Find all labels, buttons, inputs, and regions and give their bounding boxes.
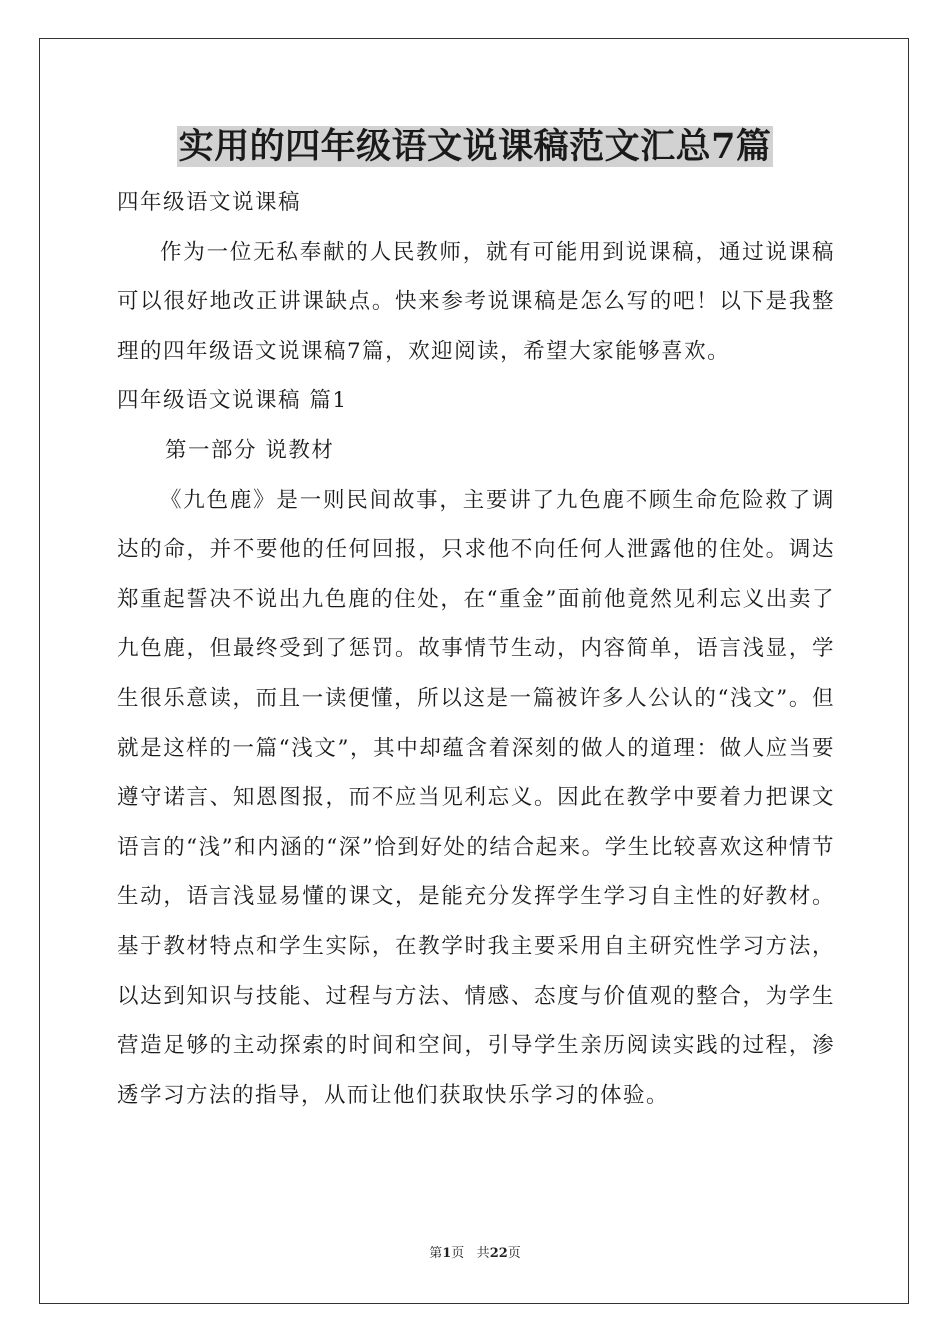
total-suffix: 页 [507, 1246, 521, 1261]
section-title: 四年级语文说课稿 篇1 [117, 388, 348, 414]
total-prefix: 共 [476, 1246, 490, 1261]
page-number: 1 [442, 1246, 452, 1261]
page-prefix: 第 [429, 1246, 443, 1261]
document-title [0, 124, 950, 170]
body-paragraph: 《九色鹿》是一则民间故事，主要讲了九色鹿不顾生命危险救了调达的命，并不要他的任何回报，只求他不向任何人泄露他的住处。调达郑重起誓决不说出九色鹿的住处，在“重金”面前他竟然见利忘义出卖了九色鹿，但最终受到了惩罚。故事情节生动，内容简单，语言浅显，学生很乐意读，而且一读便懂，所以这是一篇被许多人公认的“浅文”。但就是这样的一篇“浅文”，其中却蕴含着深刻的做人的道理：做人应当要遵守诺言、知恩图报，而不应当见利忘义。因此在教学中要着力把课文语言的“浅”和内涵的“深”恰到好处的结合起来。学生比较喜欢这种情节生动，语言浅显易懂的课文，是能充分发挥学生学习自主性的好教材。基于教材特点和学生实际，在教学时我主要采用自主研究性学习方法，以达到知识与技能、过程与方法、情感、态度与价值观的整合，为学生营造足够的主动探索的时间和空间，引导学生亲历阅读实践的过程，渗透学习方法的指导，从而让他们获取快乐学习的体验。 [117, 487, 835, 1108]
part-title: 第一部分 说教材 [165, 437, 335, 463]
document-title-text: 实用的四年级语文说课稿范文汇总7篇 [178, 126, 772, 167]
page-footer [0, 1245, 950, 1263]
document-heading: 四年级语文说课稿 [117, 190, 302, 215]
document-body [117, 178, 835, 1120]
intro-paragraph: 作为一位无私奉献的人民教师，就有可能用到说课稿，通过说课稿可以很好地改正讲课缺点。快来参考说课稿是怎么写的吧！以下是我整理的四年级语文说课稿7篇，欢迎阅读，希望大家能够喜欢。 [117, 239, 835, 364]
page-suffix: 页 [451, 1246, 465, 1261]
total-pages: 22 [489, 1246, 508, 1261]
